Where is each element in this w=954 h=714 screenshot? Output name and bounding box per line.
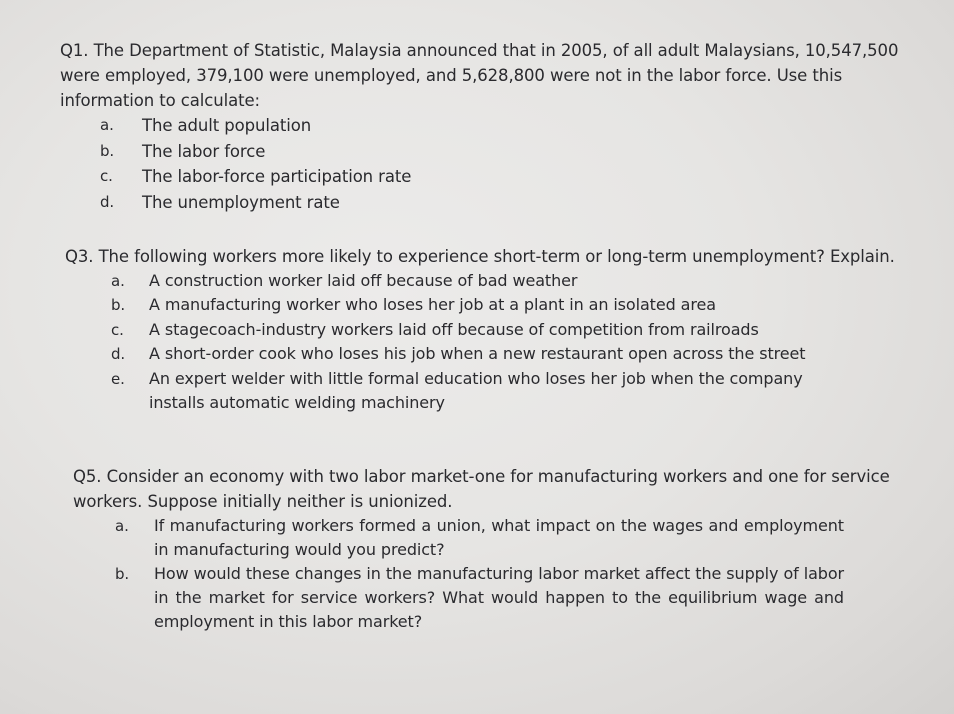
item-text: The labor force xyxy=(142,141,266,161)
item-marker: b. xyxy=(100,141,115,160)
item-marker: e. xyxy=(111,369,125,388)
item-text: A manufacturing worker who loses her job at a plant in an isolated area xyxy=(149,295,716,315)
question-1-item-c xyxy=(100,164,900,190)
item-text: The adult population xyxy=(142,116,312,135)
question-1 xyxy=(60,38,900,215)
question-5-item-b xyxy=(115,562,913,634)
item-text: The labor-force participation rate xyxy=(142,167,412,186)
item-text: The unemployment rate xyxy=(142,192,340,212)
item-text: A construction worker laid off because of bad weather xyxy=(149,271,578,290)
question-3-item-a xyxy=(111,269,905,293)
item-marker: c. xyxy=(111,320,124,339)
question-5 xyxy=(73,464,913,634)
item-marker: a. xyxy=(115,517,129,535)
question-3-stem: Q3. The following workers more likely to experience short-term or long-term unemployment? Explain. xyxy=(65,247,895,266)
item-marker: b. xyxy=(115,565,130,583)
item-marker: d. xyxy=(111,345,126,364)
question-1-item-b xyxy=(100,139,900,165)
question-3-item-b xyxy=(111,293,905,317)
item-text: An expert welder with little formal education who loses her job when the company installs automatic welding machinery xyxy=(149,368,803,413)
question-3 xyxy=(65,244,905,415)
question-5-item-a xyxy=(115,514,913,562)
item-marker: a. xyxy=(100,116,114,134)
question-3-items xyxy=(65,269,905,415)
item-text: A short-order cook who loses his job when a new restaurant open across the street xyxy=(149,344,806,364)
item-text: How would these changes in the manufacturing labor market affect the supply of labor in the market for service workers? What would happen to the equilibrium wage and employment in this labor market? xyxy=(154,564,844,631)
question-3-item-d xyxy=(111,342,905,366)
question-1-item-a xyxy=(100,113,900,139)
question-5-items xyxy=(73,514,913,634)
question-1-stem: Q1. The Department of Statistic, Malaysia announced that in 2005, of all adult Malaysians, 10,547,500 were employed, 379,100 were unemployed, and 5,628,800 were not in the labor force. Use this information to calculate: xyxy=(60,41,899,110)
item-marker: c. xyxy=(100,167,113,185)
question-3-item-e xyxy=(111,367,905,416)
item-text: If manufacturing workers formed a union, what impact on the wages and employment in manufacturing would you predict? xyxy=(154,516,844,559)
item-text: A stagecoach-industry workers laid off because of competition from railroads xyxy=(149,319,759,339)
question-1-item-d xyxy=(100,190,900,216)
question-1-items xyxy=(60,113,900,215)
question-3-item-c xyxy=(111,318,905,342)
item-marker: d. xyxy=(100,192,115,211)
item-marker: b. xyxy=(111,296,126,315)
question-5-stem: Q5. Consider an economy with two labor market-one for manufacturing workers and one for service workers. Suppose initially neither is unionized. xyxy=(73,467,890,511)
item-marker: a. xyxy=(111,272,125,290)
